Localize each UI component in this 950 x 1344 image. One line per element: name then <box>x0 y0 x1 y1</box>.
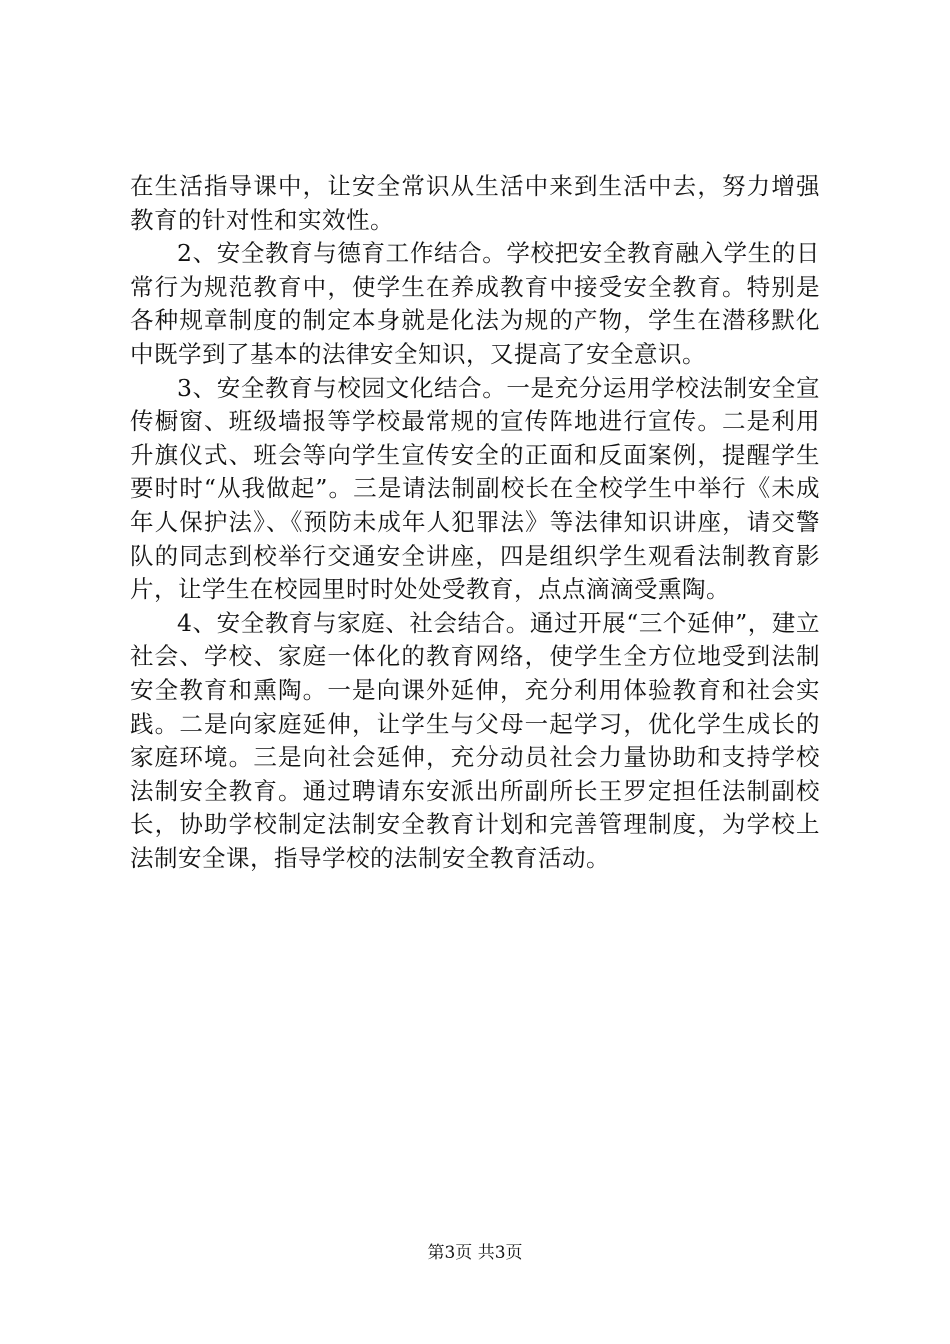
document-body <box>130 170 820 875</box>
paragraph-family-society: 4、安全教育与家庭、社会结合。通过开展“三个延伸”，建立社会、学校、家庭一体化的教育网络，使学生全方位地受到法制安全教育和熏陶。一是向课外延伸，充分利用体验教育和社会实践。二是向家庭延伸，让学生与父母一起学习，优化学生成长的家庭环境。三是向社会延伸，充分动员社会力量协助和支持学校法制安全教育。通过聘请东安派出所副所长王罗定担任法制副校长，协助学校制定法制安全教育计划和完善管理制度，为学校上法制安全课，指导学校的法制安全教育活动。 <box>130 608 820 872</box>
paragraph-continuation: 在生活指导课中，让安全常识从生活中来到生活中去，努力增强教育的针对性和实效性。 <box>130 172 820 234</box>
paragraph-campus-culture: 3、安全教育与校园文化结合。一是充分运用学校法制安全宣传橱窗、班级墙报等学校最常规的宣传阵地进行宣传。二是利用升旗仪式、班会等向学生宣传安全的正面和反面案例，提醒学生要时时“从我做起”。三是请法制副校长在全校学生中举行《未成年人保护法》、《预防未成年人犯罪法》等法律知识讲座，请交警队的同志到校举行交通安全讲座，四是组织学生观看法制教育影片，让学生在校园里时时处处受教育，点点滴滴受熏陶。 <box>130 373 820 604</box>
paragraph-moral-education: 2、安全教育与德育工作结合。学校把安全教育融入学生的日常行为规范教育中，使学生在养成教育中接受安全教育。特别是各种规章制度的制定本身就是化法为规的产物，学生在潜移默化中既学到了基本的法律安全知识，又提高了安全意识。 <box>130 239 820 368</box>
page-number-footer: 第3页 共3页 <box>427 1243 523 1263</box>
